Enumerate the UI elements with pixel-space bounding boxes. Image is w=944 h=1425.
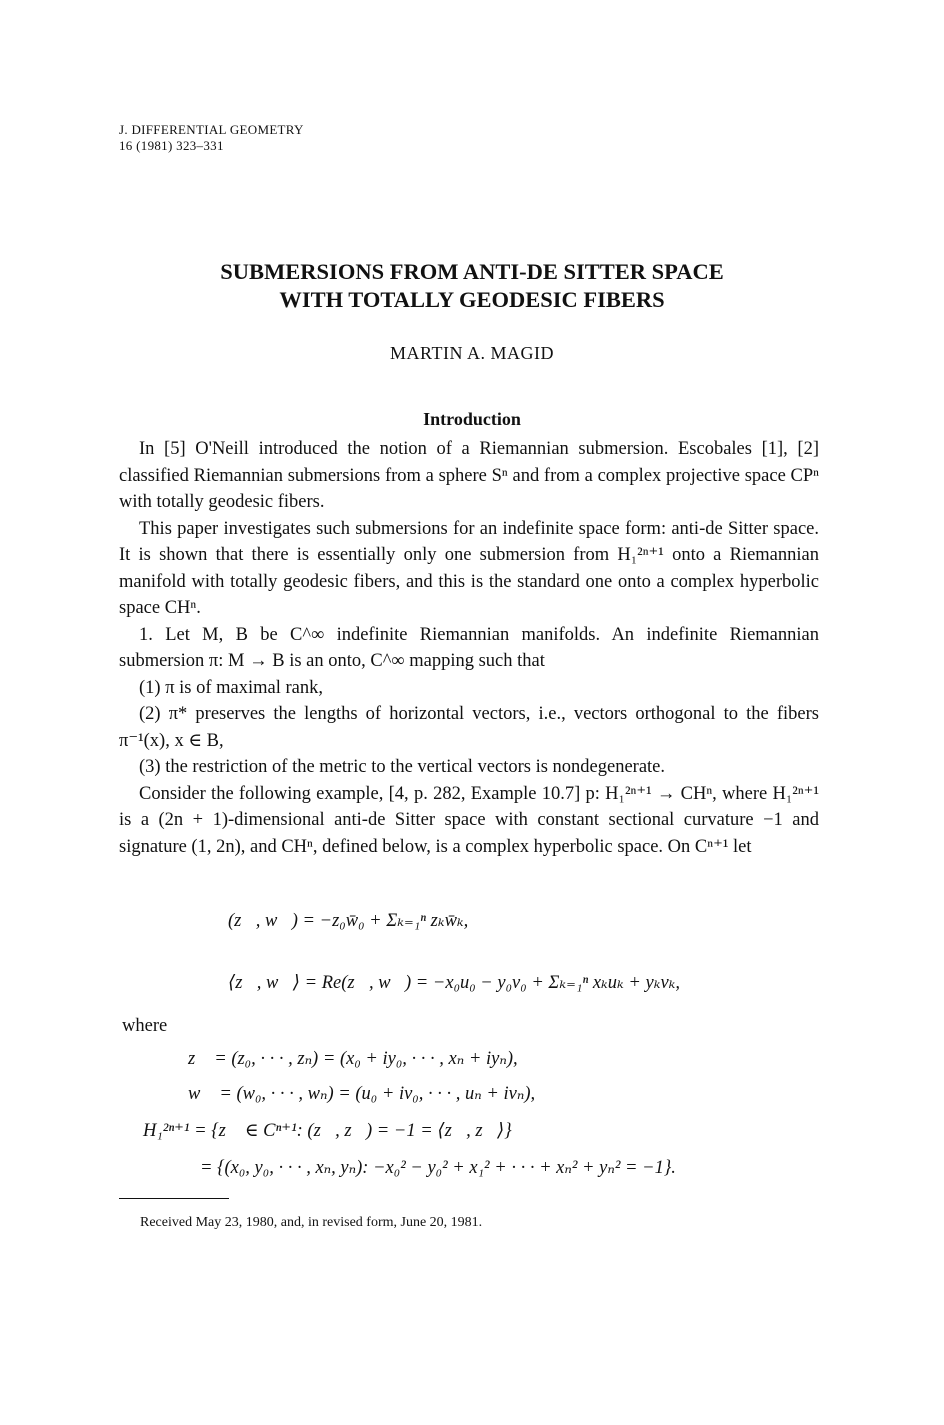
journal-name: J. DIFFERENTIAL GEOMETRY xyxy=(119,122,304,137)
paragraph-3: 1. Let M, B be C^∞ indefinite Riemannian manifolds. An indefinite Riemannian submersion π: M → B is an onto, C^∞ mapping such that xyxy=(119,624,819,671)
footnote-divider xyxy=(119,1198,229,1199)
where-label: where xyxy=(122,1016,168,1036)
list-item-2: (2) π* preserves the lengths of horizontal vectors, i.e., vectors orthogonal to the fibers π⁻¹(x), x ∈ B, xyxy=(119,704,819,751)
equation-anti-de-sitter-coords: = {(x₀, y₀, · · · , xₙ, yₙ): −x₀² − y₀² + x₁² + · · · + xₙ² + yₙ² = −1}. xyxy=(200,1158,676,1178)
paragraph-1: In [5] O'Neill introduced the notion of a Riemannian submersion. Escobales [1], [2] classified Riemannian submersions from a sphere Sⁿ and from a complex projective space CPⁿ with totally geodesic fibers. xyxy=(119,439,819,512)
title-line-2: WITH TOTALLY GEODESIC FIBERS xyxy=(279,287,665,312)
paper-title xyxy=(0,258,944,314)
paragraph-4: Consider the following example, [4, p. 282, Example 10.7] p: H₁²ⁿ⁺¹ → CHⁿ, where H₁²ⁿ⁺¹ is a (2n + 1)-dimensional anti-de Sitter space with constant sectional curvature −1 and signature (1, 2n), and CHⁿ, defined below, is a complex hyperbolic space. On Cⁿ⁺¹ let xyxy=(119,783,819,857)
title-line-1: SUBMERSIONS FROM ANTI-DE SITTER SPACE xyxy=(220,259,724,284)
list-item-3: (3) the restriction of the metric to the vertical vectors is nondegenerate. xyxy=(139,757,666,777)
equation-inner-product: ⟨z⃗, w⃗⟩ = Re(z⃗, w⃗) = −x₀u₀ − y₀v₀ + Σₖ₌₁ⁿ xₖuₖ + yₖvₖ, xyxy=(228,973,681,993)
equation-w-vector: w⃗ = (w₀, · · · , wₙ) = (u₀ + iv₀, · · · , uₙ + ivₙ), xyxy=(188,1084,536,1104)
equation-anti-de-sitter-def: H₁²ⁿ⁺¹ = {z⃗ ∈ Cⁿ⁺¹: (z⃗, z⃗) = −1 = ⟨z⃗, z⃗⟩} xyxy=(143,1121,512,1141)
journal-citation: 16 (1981) 323–331 xyxy=(119,138,224,153)
footnote-received: Received May 23, 1980, and, in revised form, June 20, 1981. xyxy=(140,1215,483,1230)
equation-hermitian-form: (z⃗, w⃗) = −z₀w̄₀ + Σₖ₌₁ⁿ zₖw̄ₖ, xyxy=(228,911,469,931)
journal-header xyxy=(119,122,304,154)
section-heading: Introduction xyxy=(423,409,521,429)
body-text xyxy=(119,436,819,860)
author-name: MARTIN A. MAGID xyxy=(390,343,554,363)
list-item-1: (1) π is of maximal rank, xyxy=(139,677,324,698)
equation-z-vector: z⃗ = (z₀, · · · , zₙ) = (x₀ + iy₀, · · · , xₙ + iyₙ), xyxy=(188,1049,518,1069)
paragraph-2: This paper investigates such submersions for an indefinite space form: anti-de Sitter space. It is shown that there is essentially only one submersion from H₁²ⁿ⁺¹ onto a Riemannian manifold with totally geodesic fibers, and this is the standard one onto a complex hyperbolic space CHⁿ. xyxy=(119,518,819,618)
